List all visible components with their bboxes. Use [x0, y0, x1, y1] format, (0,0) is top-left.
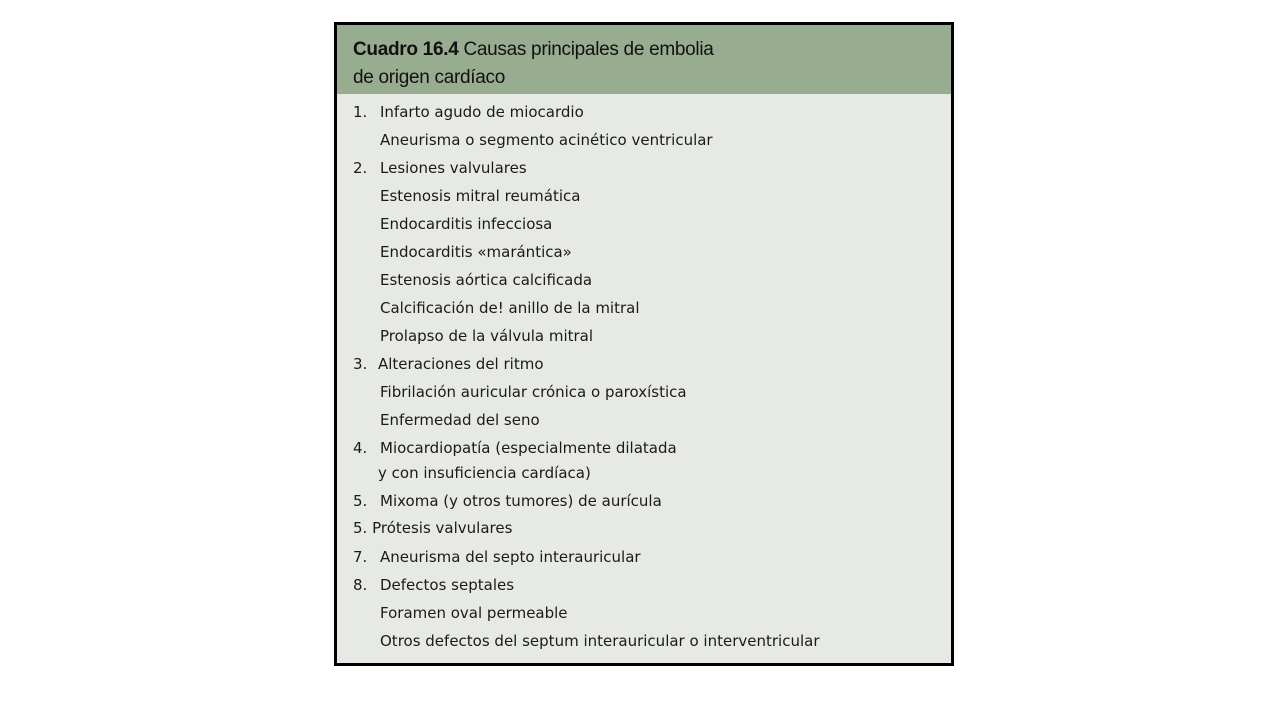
item-text: Endocarditis «marántica» [380, 243, 572, 261]
item-text: Defectos septales [380, 576, 515, 594]
item-text: y con insuficiencia cardíaca) [378, 464, 591, 482]
table-header [337, 25, 951, 94]
item-number: 5. [353, 492, 368, 510]
item-number: 8. [353, 576, 368, 594]
item-number: 2. [353, 159, 368, 177]
item-text: Infarto agudo de miocardio [380, 103, 584, 121]
item-text: Estenosis aórtica calcificada [380, 271, 593, 289]
item-number: 1. [353, 103, 368, 121]
item-text: Aneurisma del septo interauricular [380, 548, 641, 566]
item-text: Estenosis mitral reumática [380, 187, 581, 205]
header-line-1 [353, 36, 951, 64]
item-text: Alteraciones del ritmo [378, 355, 544, 373]
item-text: Endocarditis infecciosa [380, 215, 553, 233]
item-text: Miocardiopatía (especialmente dilatada [380, 439, 677, 457]
item-text: Otros defectos del septum interauricular o interventricular [380, 632, 820, 650]
table-label: Cuadro 16.4 [353, 39, 459, 60]
header-line-2: de origen cardíaco [353, 67, 505, 88]
item-text: Mixoma (y otros tumores) de aurícula [380, 492, 662, 510]
item-text: Lesiones valvulares [380, 159, 527, 177]
table-frame [334, 22, 954, 666]
item-text: Aneurisma o segmento acinético ventricular [380, 131, 713, 149]
item-text: Prolapso de la válvula mitral [380, 327, 594, 345]
table-title: Causas principales de embolia [463, 39, 714, 60]
item-text: Foramen oval permeable [380, 604, 568, 622]
item-text: Fibrilación auricular crónica o paroxística [380, 383, 687, 401]
item-number: 4. [353, 439, 368, 457]
item-number: 7. [353, 548, 368, 566]
item-text: Enfermedad del seno [380, 411, 540, 429]
item-text: Calcificación de! anillo de la mitral [380, 299, 640, 317]
item-number: 3. [353, 355, 368, 373]
item-text: 5. Prótesis valvulares [353, 519, 513, 537]
